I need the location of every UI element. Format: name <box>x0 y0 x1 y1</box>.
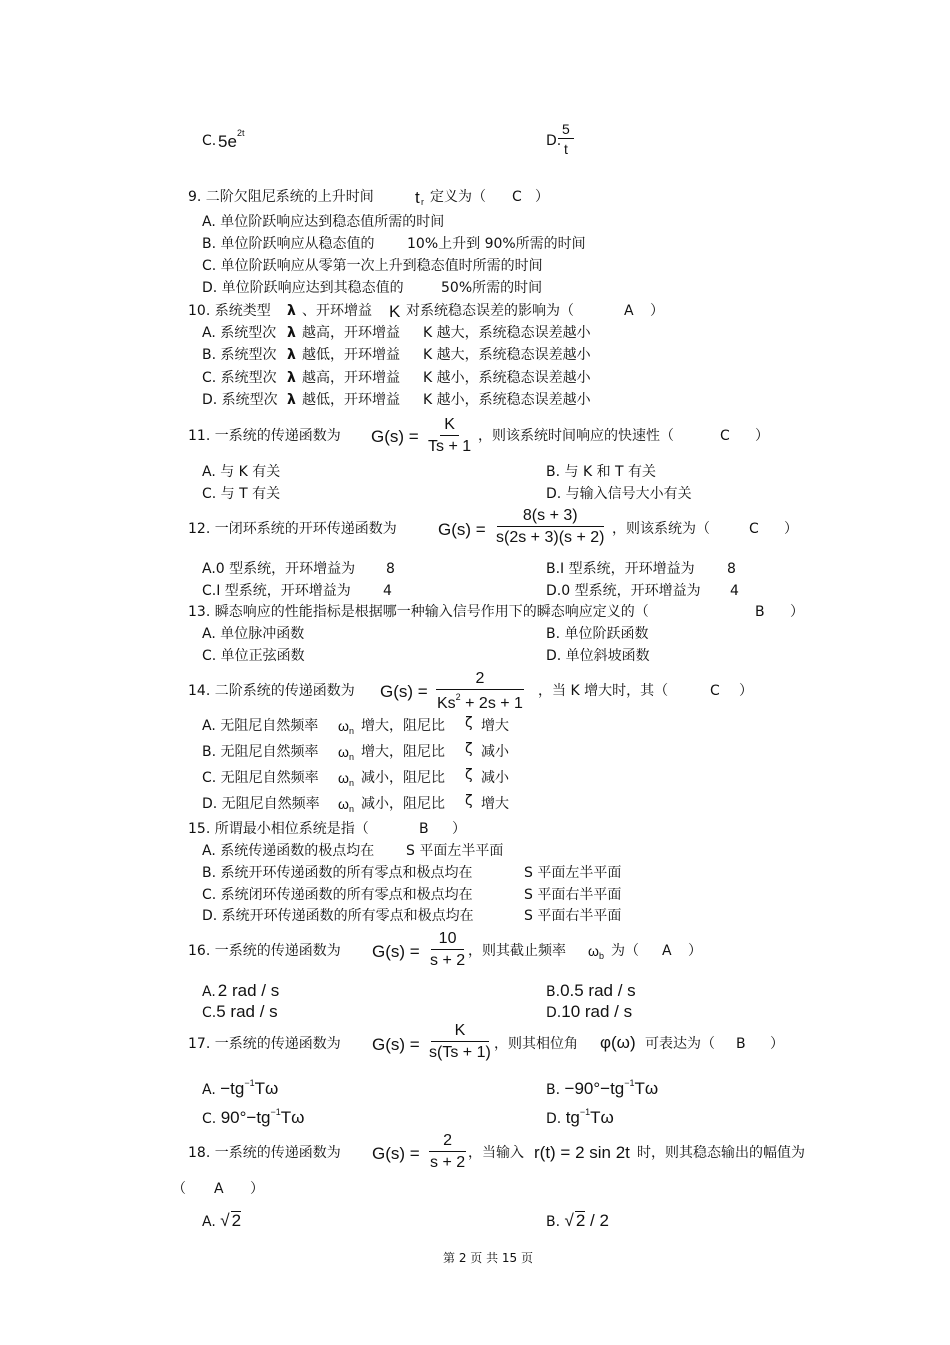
q12-option-b: B.I 型系统，开环增益为 <box>546 561 695 577</box>
q16-numerator: 10 <box>431 931 465 950</box>
q15-close-paren: ） <box>452 821 466 837</box>
q11-lhs: G(s) = <box>371 427 419 446</box>
q14-option-b-omega <box>338 745 354 762</box>
q10-option-c-tail: K 越小，系统稳态误差越小 <box>423 370 591 386</box>
q16-option-d-value: 10 rad / s <box>561 1002 633 1021</box>
q8-option-c-label: C. <box>202 133 217 149</box>
q18-numerator: 2 <box>429 1133 466 1152</box>
q12-stem: 12. 一闭环系统的开环传递函数为 <box>188 521 397 537</box>
q15-option-d: D. 系统开环传递函数的所有零点和极点均在 <box>202 908 474 924</box>
q8-option-d-label: D. <box>546 133 562 149</box>
q14-option-c-tail: 减小 <box>481 770 509 786</box>
q14-option-a-mid: 增大，阻尼比 <box>361 718 445 734</box>
q17-option-a-tw: Tω <box>254 1079 279 1098</box>
q17-option-b <box>546 1079 658 1097</box>
q17-option-d-tw: Tω <box>590 1108 614 1127</box>
q15-option-a: A. 系统传递函数的极点均在 <box>202 843 375 859</box>
q10-option-a-lambda: λ <box>287 325 296 341</box>
q11-denominator: Ts + 1 <box>428 438 472 455</box>
q16-close-paren: ） <box>688 943 702 959</box>
q10-stem-mid: 、开环增益 <box>302 303 372 319</box>
q12-denominator: s(2s + 3)(s + 2) <box>496 529 605 546</box>
q9-symbol-t: t <box>415 188 420 207</box>
q14-c-omega-symbol: ω <box>338 770 349 786</box>
q10-option-a-tail: K 越大，系统稳态误差越小 <box>423 325 591 341</box>
q14-option-d-omega <box>338 797 354 814</box>
q9-answer: C <box>512 189 522 205</box>
q18-open-paren: （ <box>172 1181 186 1197</box>
q18-option-a-value: 2 <box>231 1211 242 1230</box>
q17-option-d-tg: tg <box>565 1108 580 1127</box>
q14-d-omega-symbol: ω <box>338 796 349 812</box>
q17-option-b-tw: Tω <box>634 1079 659 1098</box>
q16-omega-b <box>588 944 604 961</box>
q12-transfer-function <box>492 508 608 546</box>
q18-option-a-sqrt: √ <box>220 1211 230 1230</box>
q10-stem: 10. 系统类型 <box>188 303 271 319</box>
q18-lhs: G(s) = <box>372 1144 420 1163</box>
q12-stem-tail: ，则该系统为（ <box>612 521 710 537</box>
q14-b-omega-sub: n <box>348 752 354 762</box>
q10-answer: A <box>624 303 634 319</box>
q10-option-a: A. 系统型次 <box>202 325 277 341</box>
q10-option-b-mid: 越低，开环增益 <box>302 347 400 363</box>
q9-option-b-tail: 10%上升到 90%所需的时间 <box>407 236 586 252</box>
q10-lambda: λ <box>287 303 296 319</box>
q9-option-d-tail: 50%所需的时间 <box>441 280 543 296</box>
q17-option-c-tg: 90°−tg <box>220 1108 271 1127</box>
q12-option-c: C.I 型系统，开环增益为 <box>202 583 351 599</box>
q18-stem-mid: ，当输入 <box>468 1145 524 1161</box>
q17-option-a-tg: −tg <box>220 1079 245 1098</box>
q10-close-paren: ） <box>650 303 664 319</box>
q9-option-d: D. 单位阶跃响应达到其稳态值的 <box>202 280 404 296</box>
q16-lhs: G(s) = <box>372 942 420 961</box>
q14-option-b: B. 无阻尼自然频率 <box>202 744 319 760</box>
q18-option-b <box>546 1211 609 1229</box>
q17-option-d-label: D. <box>546 1111 562 1127</box>
q11-numerator: K <box>440 417 459 436</box>
q12-option-a: A.0 型系统，开环增益为 <box>202 561 356 577</box>
q18-option-b-sqrt: √ <box>564 1211 574 1230</box>
q15-option-c: C. 系统闭环传递函数的所有零点和极点均在 <box>202 887 473 903</box>
q14-answer: C <box>710 683 720 699</box>
q11-transfer-function <box>424 417 475 455</box>
q17-denominator: s(Ts + 1) <box>429 1044 491 1061</box>
q18-stem-tail: 时，则其稳态输出的幅值为 <box>637 1145 805 1161</box>
q18-option-a <box>202 1211 241 1229</box>
q14-option-d-mid: 减小，阻尼比 <box>361 796 445 812</box>
q16-omega-sub: b <box>598 951 604 961</box>
q17-close-paren: ） <box>770 1036 784 1052</box>
q9-stem-tail: 定义为（ <box>430 189 486 205</box>
q13-option-d: D. 单位斜坡函数 <box>546 648 650 664</box>
q17-option-d-exp: −1 <box>579 1107 591 1117</box>
q8-option-c-exp: 2t <box>237 128 245 138</box>
q10-option-a-mid: 越高，开环增益 <box>302 325 400 341</box>
q14-option-c-mid: 减小，阻尼比 <box>361 770 445 786</box>
q14-close-paren: ） <box>739 683 753 699</box>
q17-option-a-label: A. <box>202 1082 216 1098</box>
q12-lhs: G(s) = <box>438 520 486 539</box>
q17-option-c-exp: −1 <box>270 1107 281 1117</box>
q14-a-omega-sub: n <box>348 726 354 736</box>
q17-option-b-label: B. <box>546 1082 561 1098</box>
q10-option-c: C. 系统型次 <box>202 370 277 386</box>
q12-close-paren: ） <box>784 521 798 537</box>
q14-numerator: 2 <box>436 671 525 690</box>
page-footer: 第 2 页 共 15 页 <box>443 1251 533 1265</box>
q11-stem-tail: ，则该系统时间响应的快速性（ <box>478 428 674 444</box>
q14-option-a: A. 无阻尼自然频率 <box>202 718 319 734</box>
q14-option-a-omega <box>338 719 354 736</box>
q14-d-omega-sub: n <box>348 804 354 814</box>
q17-option-b-tg: −90°−tg <box>564 1079 625 1098</box>
q10-k-symbol: K <box>389 302 401 321</box>
q15-option-b-tail: S 平面左半平面 <box>524 865 622 881</box>
q9-symbol-sub-r: r <box>421 197 424 207</box>
q10-option-b: B. 系统型次 <box>202 347 277 363</box>
q15-option-b: B. 系统开环传递函数的所有零点和极点均在 <box>202 865 473 881</box>
q12-option-c-value: 4 <box>383 583 392 599</box>
q14-option-b-mid: 增大，阻尼比 <box>361 744 445 760</box>
q10-option-c-mid: 越高，开环增益 <box>302 370 400 386</box>
q8-option-c-base: 5e <box>218 132 237 151</box>
q15-option-d-tail: S 平面右半平面 <box>524 908 622 924</box>
q17-option-c-label: C. <box>202 1111 217 1127</box>
q16-stem-tail: 为（ <box>611 943 639 959</box>
q15-answer: B <box>419 821 429 837</box>
q17-lhs: G(s) = <box>372 1035 420 1054</box>
q17-stem-tail: 可表达为（ <box>645 1036 715 1052</box>
q12-numerator: 8(s + 3) <box>497 508 604 527</box>
q9-option-c: C. 单位阶跃响应从零第一次上升到稳态值时所需的时间 <box>202 258 543 274</box>
q10-option-d-lambda: λ <box>287 392 296 408</box>
q10-option-d: D. 系统型次 <box>202 392 278 408</box>
q18-denominator: s + 2 <box>430 1154 466 1171</box>
q14-option-c: C. 无阻尼自然频率 <box>202 770 319 786</box>
q9-stem: 9. 二阶欠阻尼系统的上升时间 <box>188 189 374 205</box>
q13-option-c: C. 单位正弦函数 <box>202 648 305 664</box>
q14-option-a-tail: 增大 <box>481 718 509 734</box>
q18-option-b-value: 2 <box>575 1211 586 1230</box>
q14-option-a-zeta: ζ <box>465 715 473 731</box>
q16-option-c-value: 5 rad / s <box>216 1002 278 1021</box>
q17-transfer-function <box>425 1023 495 1061</box>
q8-d-numerator: 5 <box>558 122 574 139</box>
q16-option-a-label: A. <box>202 984 216 1000</box>
q13-option-a: A. 单位脉冲函数 <box>202 626 305 642</box>
q10-stem-tail: 对系统稳态误差的影响为（ <box>406 303 574 319</box>
q17-option-d <box>546 1108 614 1126</box>
q8-d-denominator: t <box>563 141 568 157</box>
q14-option-d-tail: 增大 <box>481 796 509 812</box>
q17-option-a <box>202 1079 278 1097</box>
q14-option-c-zeta: ζ <box>465 767 473 783</box>
q12-option-d-value: 4 <box>730 583 739 599</box>
q16-option-c <box>202 1003 278 1020</box>
q11-stem: 11. 一系统的传递函数为 <box>188 428 341 444</box>
q14-den-ks: Ks <box>437 695 456 712</box>
q16-option-d-label: D. <box>546 1005 562 1021</box>
q14-b-omega-symbol: ω <box>338 744 349 760</box>
q11-option-a: A. 与 K 有关 <box>202 464 281 480</box>
q17-option-b-exp: −1 <box>624 1078 635 1088</box>
q12-option-a-value: 8 <box>386 561 395 577</box>
q11-answer: C <box>720 428 730 444</box>
q9-option-b: B. 单位阶跃响应从稳态值的 <box>202 236 375 252</box>
q18-option-b-label: B. <box>546 1214 561 1230</box>
q16-stem-mid: ，则其截止频率 <box>468 943 566 959</box>
q17-stem-mid: ，则其相位角 <box>494 1036 578 1052</box>
q17-option-a-exp: −1 <box>244 1078 255 1088</box>
q10-option-d-tail: K 越小，系统稳态误差越小 <box>423 392 591 408</box>
q14-a-omega-symbol: ω <box>338 718 349 734</box>
q18-stem: 18. 一系统的传递函数为 <box>188 1145 341 1161</box>
q14-stem-tail: ，当 K 增大时，其（ <box>538 683 669 699</box>
q14-stem: 14. 二阶系统的传递函数为 <box>188 683 355 699</box>
q16-option-a <box>202 982 279 999</box>
q14-lhs: G(s) = <box>380 682 428 701</box>
q16-transfer-function <box>426 931 469 969</box>
q17-answer: B <box>736 1036 746 1052</box>
q16-option-b-value: 0.5 rad / s <box>560 981 636 1000</box>
q18-option-b-divisor: / 2 <box>585 1211 609 1230</box>
q13-answer: B <box>755 604 765 620</box>
q15-stem: 15. 所谓最小相位系统是指（ <box>188 821 369 837</box>
q12-option-d: D.0 型系统，开环增益为 <box>546 583 701 599</box>
q10-option-b-lambda: λ <box>287 347 296 363</box>
q12-answer: C <box>749 521 759 537</box>
q11-close-paren: ） <box>755 428 769 444</box>
q18-transfer-function <box>426 1133 469 1171</box>
q9-close-paren: ） <box>535 189 549 205</box>
q11-option-c: C. 与 T 有关 <box>202 486 281 502</box>
q14-c-omega-sub: n <box>348 778 354 788</box>
q17-phi: φ(ω) <box>600 1033 636 1052</box>
q15-option-c-tail: S 平面右半平面 <box>524 887 622 903</box>
q16-option-b <box>546 982 636 999</box>
q14-option-b-zeta: ζ <box>465 741 473 757</box>
q16-option-c-label: C. <box>202 1005 217 1021</box>
q10-option-d-mid: 越低，开环增益 <box>302 392 400 408</box>
q8-option-d-fraction <box>558 122 574 156</box>
q13-option-b: B. 单位阶跃函数 <box>546 626 649 642</box>
q11-option-d: D. 与输入信号大小有关 <box>546 486 692 502</box>
q15-option-a-tail: S 平面左半平面 <box>406 843 504 859</box>
q17-option-c <box>202 1108 304 1126</box>
q14-den-exponent: 2 <box>455 692 461 702</box>
q16-stem: 16. 一系统的传递函数为 <box>188 943 341 959</box>
q14-transfer-function <box>433 671 527 712</box>
q18-close-paren: ） <box>250 1181 264 1197</box>
q14-option-c-omega <box>338 771 354 788</box>
q10-option-c-lambda: λ <box>287 370 296 386</box>
q18-answer: A <box>214 1181 224 1197</box>
q16-answer: A <box>662 943 672 959</box>
q16-option-d <box>546 1003 632 1020</box>
q16-omega-symbol: ω <box>588 943 599 959</box>
q14-option-b-tail: 减小 <box>481 744 509 760</box>
q14-den-rest: + 2s + 1 <box>460 695 523 712</box>
q16-option-b-label: B. <box>546 984 561 1000</box>
q16-option-a-value: 2 rad / s <box>217 981 280 1000</box>
q10-option-b-tail: K 越大，系统稳态误差越小 <box>423 347 591 363</box>
q11-option-b: B. 与 K 和 T 有关 <box>546 464 657 480</box>
q18-input-signal: r(t) = 2 sin 2t <box>534 1143 630 1162</box>
q13-stem: 13. 瞬态响应的性能指标是根据哪一种输入信号作用下的瞬态响应定义的（ <box>188 604 649 620</box>
q13-close-paren: ） <box>790 604 804 620</box>
q17-numerator: K <box>431 1023 490 1042</box>
q14-option-d-zeta: ζ <box>465 793 473 809</box>
q18-option-a-label: A. <box>202 1214 216 1230</box>
q14-denominator <box>433 690 527 712</box>
q17-stem: 17. 一系统的传递函数为 <box>188 1036 341 1052</box>
q9-option-a: A. 单位阶跃响应达到稳态值所需的时间 <box>202 214 445 230</box>
q17-option-c-tw: Tω <box>280 1108 305 1127</box>
q16-denominator: s + 2 <box>430 952 466 969</box>
q12-option-b-value: 8 <box>727 561 736 577</box>
q14-option-d: D. 无阻尼自然频率 <box>202 796 320 812</box>
